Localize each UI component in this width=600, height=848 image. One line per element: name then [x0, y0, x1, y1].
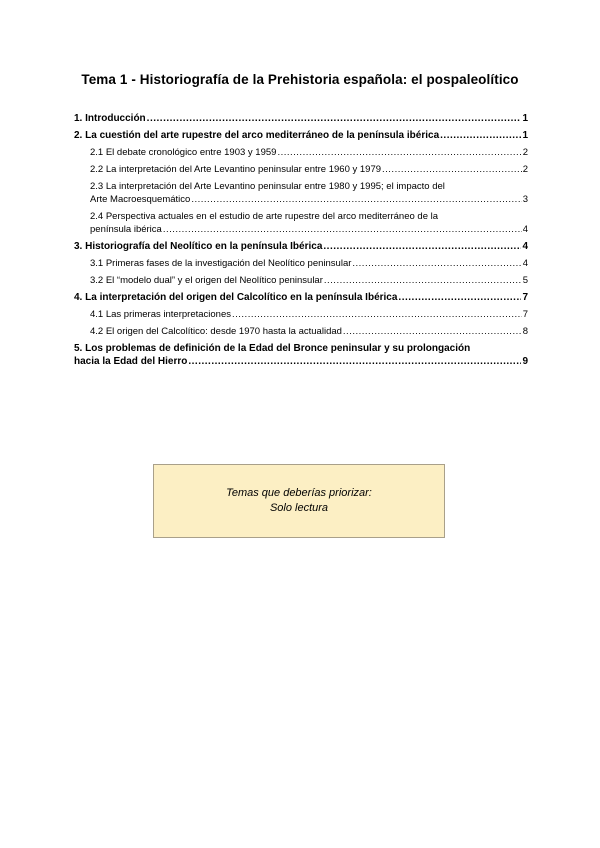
toc-entry-text-line1: 2.3 La interpretación del Arte Levantino peninsular entre 1980 y 1995; el impacto del	[90, 181, 445, 192]
toc-leader	[398, 291, 521, 304]
toc-entry-primeras-interpretaciones[interactable]	[74, 308, 528, 321]
toc-entry-text: 4.1 Las primeras interpretaciones	[90, 309, 231, 320]
toc-entry-calcolitico[interactable]	[74, 291, 528, 304]
toc-entry-neolitico[interactable]	[74, 240, 528, 253]
toc-leader	[382, 163, 522, 176]
toc-page-number: 1	[522, 113, 528, 124]
toc-leader	[277, 146, 521, 159]
toc-entry-text-line2: Arte Macroesquemático	[90, 194, 191, 205]
toc-page-number: 2	[522, 147, 528, 158]
table-of-contents	[74, 112, 528, 372]
toc-page-number: 7	[522, 309, 528, 320]
toc-leader	[232, 308, 522, 321]
note-line-1: Temas que deberías priorizar:	[226, 487, 372, 499]
toc-page-number: 4	[522, 258, 528, 269]
toc-leader	[188, 355, 521, 368]
toc-entry-arte-levantino-1960[interactable]	[74, 163, 528, 176]
toc-entry-text: 3.1 Primeras fases de la investigación del Neolítico peninsular	[90, 258, 352, 269]
toc-leader	[191, 193, 521, 206]
toc-leader	[163, 223, 522, 236]
toc-entry-text-line1: 5. Los problemas de definición de la Edad del Bronce peninsular y su prolongación	[74, 343, 471, 354]
toc-entry-text: 3.2 El “modelo dual” y el origen del Neolítico peninsular	[90, 275, 323, 286]
toc-leader	[440, 129, 521, 142]
toc-leader	[352, 257, 521, 270]
toc-entry-text: 1. Introducción	[74, 113, 146, 124]
note-line-2: Solo lectura	[269, 502, 329, 514]
toc-entry-text: 3. Historiografía del Neolítico en la península Ibérica	[74, 241, 323, 252]
toc-entry-edad-bronce[interactable]	[74, 342, 528, 368]
toc-page-number: 4	[522, 224, 528, 235]
toc-leader	[323, 240, 521, 253]
toc-leader	[147, 112, 522, 125]
toc-entry-introduccion[interactable]	[74, 112, 528, 125]
toc-page-number: 9	[522, 356, 528, 367]
toc-entry-text: 2. La cuestión del arte rupestre del arco mediterráneo de la península ibérica	[74, 130, 440, 141]
document-title: Tema 1 - Historiografía de la Prehistoria española: el pospaleolítico	[81, 72, 519, 87]
toc-entry-text: 4. La interpretación del origen del Calcolítico en la península Ibérica	[74, 292, 398, 303]
toc-page-number: 7	[522, 292, 528, 303]
toc-leader	[324, 274, 522, 287]
toc-page-number: 2	[522, 164, 528, 175]
toc-entry-text-line2: península ibérica	[90, 224, 162, 235]
toc-entry-arte-levantino-1980[interactable]	[74, 180, 528, 206]
toc-page-number: 4	[522, 241, 528, 252]
toc-entry-primeras-fases[interactable]	[74, 257, 528, 270]
toc-page-number: 5	[522, 275, 528, 286]
toc-entry-origen-calcolitico[interactable]	[74, 325, 528, 338]
toc-leader	[343, 325, 522, 338]
toc-entry-arte-rupestre[interactable]	[74, 129, 528, 142]
priority-note-box	[153, 464, 445, 538]
toc-entry-text: 2.1 El debate cronológico entre 1903 y 1959	[90, 147, 277, 158]
toc-entry-text-line1: 2.4 Perspectiva actuales en el estudio de arte rupestre del arco mediterráneo de la	[90, 211, 439, 222]
toc-page-number: 3	[522, 194, 528, 205]
toc-page-number: 8	[522, 326, 528, 337]
toc-entry-text: 4.2 El origen del Calcolítico: desde 1970 hasta la actualidad	[90, 326, 342, 337]
toc-entry-debate-cronologico[interactable]	[74, 146, 528, 159]
toc-entry-text-line2: hacia la Edad del Hierro	[74, 356, 188, 367]
toc-entry-perspectivas-actuales[interactable]	[74, 210, 528, 236]
toc-page-number: 1	[522, 130, 528, 141]
toc-entry-modelo-dual[interactable]	[74, 274, 528, 287]
toc-entry-text: 2.2 La interpretación del Arte Levantino peninsular entre 1960 y 1979	[90, 164, 382, 175]
